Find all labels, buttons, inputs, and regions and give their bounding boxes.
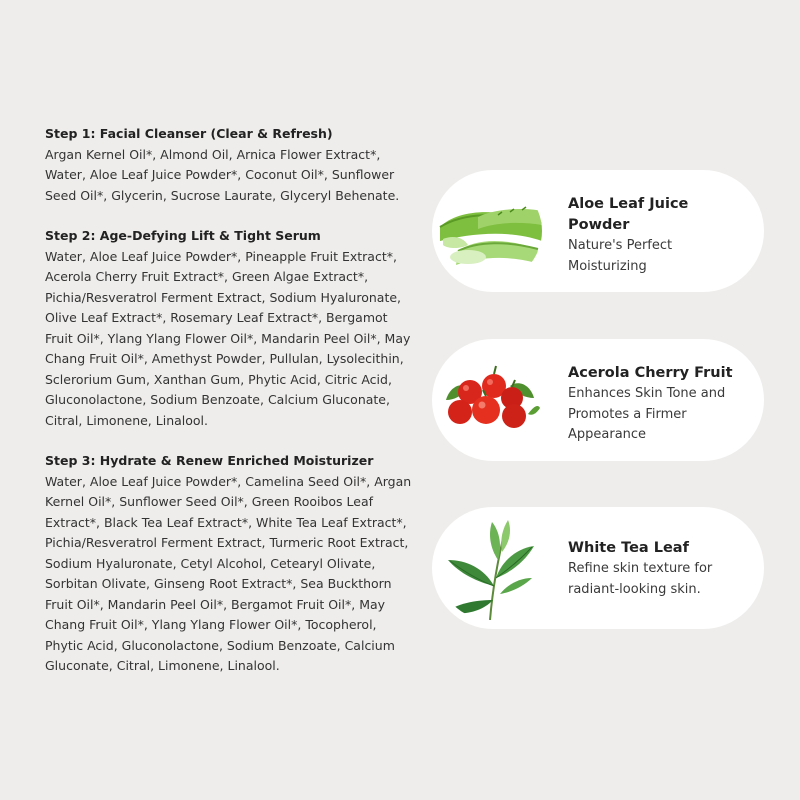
step-1-title: Step 1: Facial Cleanser (Clear & Refresh) (45, 126, 333, 141)
highlight-title: Acerola Cherry Fruit (568, 365, 733, 381)
step-1 (45, 124, 417, 206)
highlight-title: White Tea Leaf (568, 540, 689, 556)
step-1-ingredients: Argan Kernel Oil*, Almond Oil, Arnica Flower Extract*, Water, Aloe Leaf Juice Powder*, Coconut Oil*, Sunflower Seed Oil*, Glycerin, Sucrose Laurate, Glyceryl Behenate. (45, 146, 400, 203)
highlight-description: Nature's Perfect Moisturizing (568, 238, 673, 274)
step-3-title: Step 3: Hydrate & Renew Enriched Moisturizer (45, 453, 374, 468)
white-tea-text (568, 538, 750, 600)
highlight-card-acerola (432, 339, 764, 461)
white-tea-leaf-image (438, 516, 542, 620)
step-2 (45, 226, 417, 431)
aloe-text (568, 194, 750, 277)
step-3 (45, 451, 417, 677)
step-2-title: Step 2: Age-Defying Lift & Tight Serum (45, 228, 321, 243)
highlight-card-white-tea (432, 507, 764, 629)
aloe-leaf-image (438, 179, 542, 283)
acerola-cherry-image (438, 348, 542, 452)
step-2-ingredients: Water, Aloe Leaf Juice Powder*, Pineapple Fruit Extract*, Acerola Cherry Fruit Extract*, Green Algae Extract*, Pichia/Resveratrol Ferment Extract, Sodium Hyaluronate, Olive Leaf Extract*, Rosemary Leaf Extract*, Bergamot Fruit Oil*, Ylang Ylang Flower Oil*, Mandarin Peel Oil*, May Chang Fruit Oil*, Amethyst Powder, Pullulan, Lysolecithin, Sclerorium Gum, Xanthan Gum, Phytic Acid, Citric Acid, Gluconolactone, Sodium Benzoate, Calcium Gluconate, Citral, Limonene, Linalool. (45, 248, 411, 428)
highlight-title: Aloe Leaf Juice Powder (568, 196, 689, 233)
highlight-description: Refine skin texture for radiant-looking skin. (568, 561, 713, 597)
highlight-description: Enhances Skin Tone and Promotes a Firmer Appearance (568, 386, 726, 442)
acerola-text (568, 363, 750, 446)
step-3-ingredients: Water, Aloe Leaf Juice Powder*, Camelina Seed Oil*, Argan Kernel Oil*, Sunflower Seed Oil*, Green Rooibos Leaf Extract*, Black Tea Leaf Extract*, White Tea Leaf Extract*, Pichia/Resveratrol Ferment Extract, Turmeric Root Extract, Sodium Hyaluronate, Cetyl Alcohol, Cetearyl Olivate, Sorbitan Olivate, Ginseng Root Extract*, Sea Buckthorn Fruit Oil*, Mandarin Peel Oil*, Bergamot Fruit Oil*, May Chang Fruit Oil*, Ylang Ylang Flower Oil*, Tocopherol, Phytic Acid, Gluconolactone, Sodium Benzoate, Calcium Gluconate, Citral, Limonene, Linalool. (45, 473, 412, 673)
highlight-card-aloe (432, 170, 764, 292)
ingredient-steps (45, 124, 417, 697)
